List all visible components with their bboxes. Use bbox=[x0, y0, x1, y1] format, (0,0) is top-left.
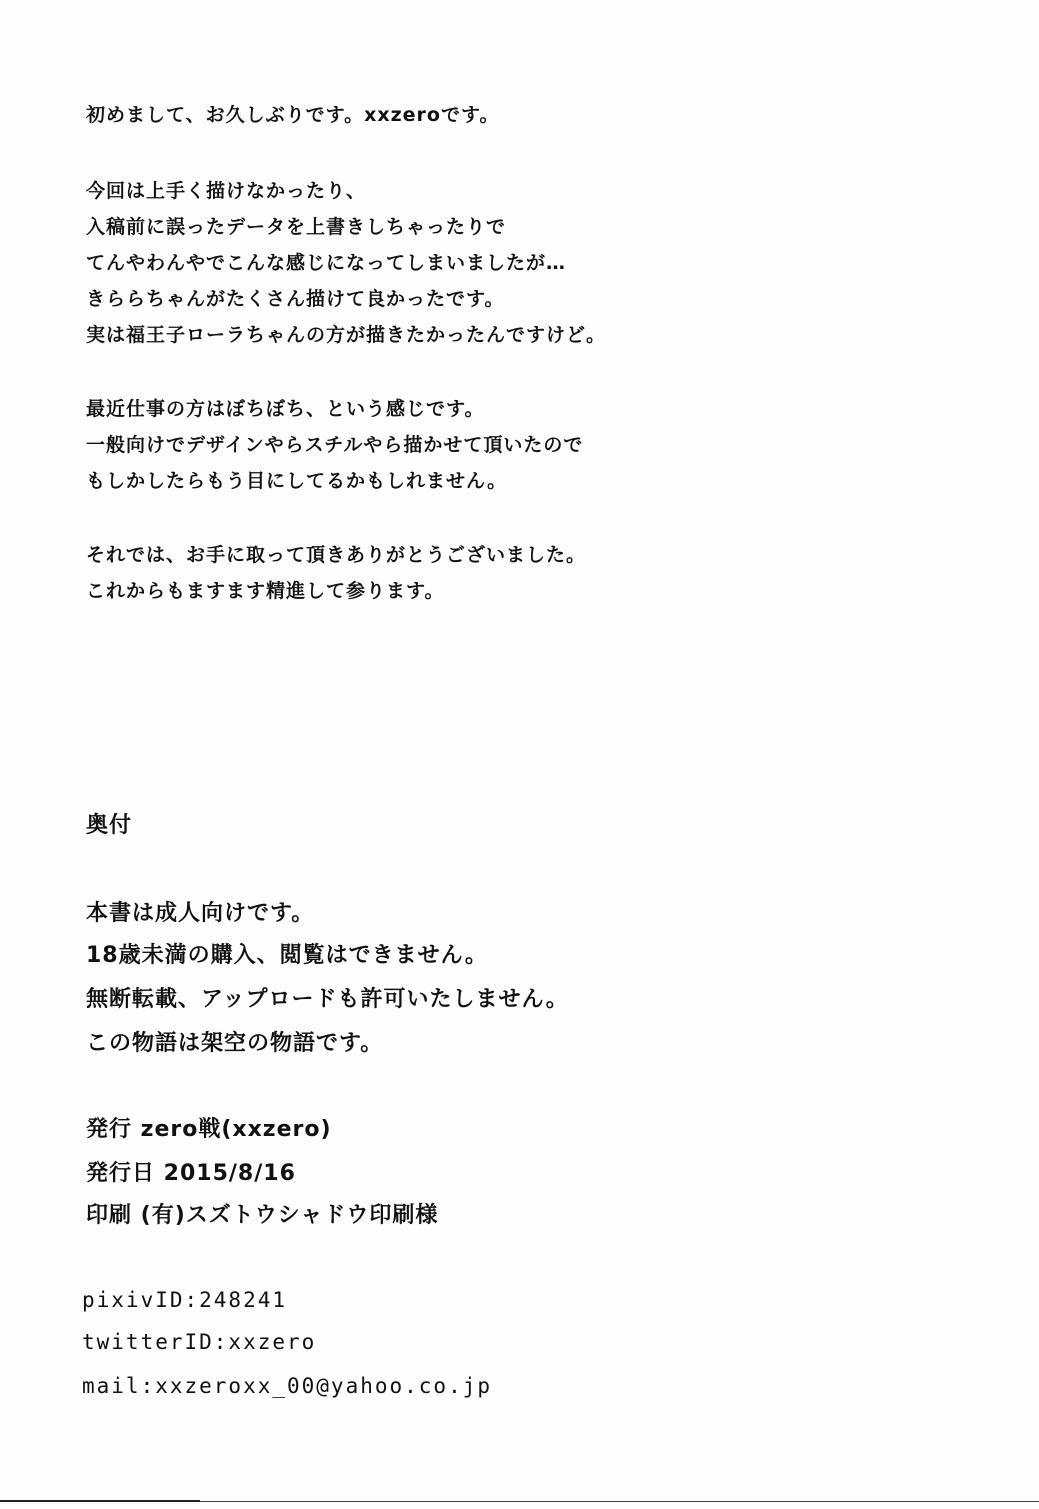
afterword-line: これからもますます精進して参ります。 bbox=[86, 580, 445, 602]
afterword-line: 今回は上手く描けなかったり、 bbox=[86, 180, 367, 202]
page-edge-line bbox=[200, 1501, 1039, 1502]
publisher-line: 発行 zero戦(xxzero) bbox=[86, 1117, 332, 1142]
afterword-line: 入稿前に誤ったデータを上書きしちゃったりで bbox=[86, 216, 507, 238]
twitter-id: twitterID:xxzero bbox=[82, 1330, 317, 1354]
afterword-line: それでは、お手に取って頂きありがとうございました。 bbox=[86, 544, 587, 566]
notice-line: 無断転載、アップロードも許可いたしません。 bbox=[86, 987, 569, 1012]
afterword-line: きららちゃんがたくさん描けて良かったです。 bbox=[86, 288, 505, 310]
afterword-line: てんやわんやでこんな感じになってしまいましたが… bbox=[86, 252, 567, 274]
notice-line: 18歳未満の購入、閲覧はできません。 bbox=[86, 943, 488, 968]
afterword-line: 実は福王子ローラちゃんの方が描きたかったんですけど。 bbox=[86, 324, 607, 346]
colophon-title: 奥付 bbox=[86, 813, 133, 838]
email-address: mail:xxzeroxx_00@yahoo.co.jp bbox=[82, 1374, 493, 1398]
afterword-line: 最近仕事の方はぼちぼち、という感じです。 bbox=[86, 398, 485, 420]
pixiv-id: pixivID:248241 bbox=[82, 1288, 288, 1312]
page-edge-line bbox=[0, 1500, 200, 1502]
afterword-line: 初めまして、お久しぶりです。xxzeroです。 bbox=[86, 104, 500, 126]
afterword-line: もしかしたらもう目にしてるかもしれません。 bbox=[86, 470, 508, 492]
notice-line: 本書は成人向けです。 bbox=[86, 901, 315, 926]
printer-line: 印刷 (有)スズトウシャドウ印刷様 bbox=[86, 1203, 439, 1228]
publish-date-line: 発行日 2015/8/16 bbox=[86, 1161, 296, 1186]
afterword-line: 一般向けでデザインやらスチルやら描かせて頂いたので bbox=[86, 434, 584, 456]
notice-line: この物語は架空の物語です。 bbox=[86, 1031, 384, 1056]
